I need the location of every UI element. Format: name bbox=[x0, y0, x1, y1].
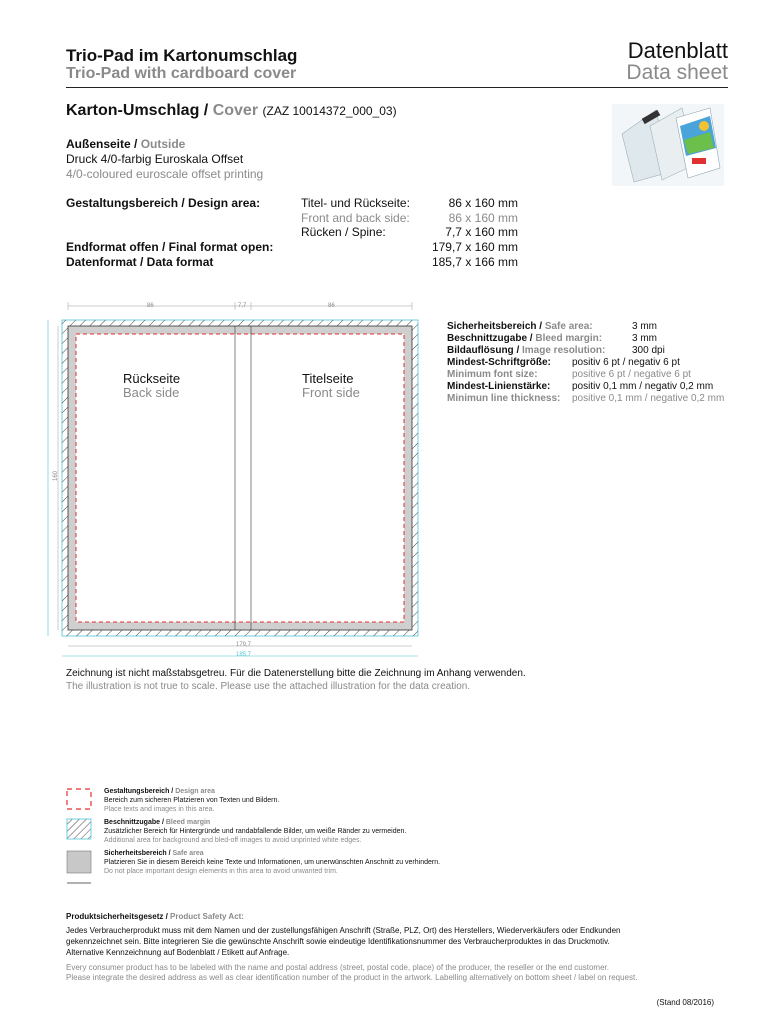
legend-design-area-en: Place texts and images in this area. bbox=[104, 806, 215, 813]
min-font-label: Mindest-Schriftgröße: bbox=[447, 357, 551, 368]
section-code: (ZAZ 10014372_000_03) bbox=[262, 104, 397, 118]
front-side-label-en: Front side bbox=[302, 385, 360, 400]
param-bleed-label-en: Bleed margin: bbox=[535, 333, 603, 344]
safety-en-1: Every consumer product has to be labeled with the name and postal address (street, postal code, place) of the producer, the reseller or the end customer. bbox=[66, 963, 609, 972]
front-side-label-de: Titelseite bbox=[302, 371, 354, 386]
param-safe-label: Sicherheitsbereich / bbox=[447, 321, 545, 332]
title-en: Trio-Pad with cardboard cover bbox=[66, 65, 297, 82]
final-format-value: 179,7 x 160 mm bbox=[431, 240, 518, 254]
stand-date: (Stand 08/2016) bbox=[656, 998, 714, 1007]
legend-bleed-en: Additional area for background and bled-off images to avoid unprinted white edges. bbox=[104, 837, 362, 844]
section-title-en: Cover bbox=[212, 102, 259, 119]
legend-safe-area-de: Platzieren Sie in diesem Bereich keine Texte und Informationen, um unerwünschten Anschnitt zu verhindern. bbox=[104, 859, 441, 866]
legend-bleed-title-de: Beschnittzugabe / bbox=[104, 819, 166, 826]
back-side-label-de: Rückseite bbox=[123, 371, 181, 386]
legend-bleed-de: Zusätzlicher Bereich für Hintergründe und randabfallende Bilder, um weiße Ränder zu vermeiden. bbox=[104, 828, 407, 835]
param-safe-value: 3 mm bbox=[632, 321, 657, 332]
sides-value: 86 x 160 mm bbox=[448, 196, 518, 210]
safety-de-1: Jedes Verbraucherprodukt muss mit dem Namen und der zustellungsfähigen Anschrift (Straße, PLZ, Ort) des Herstellers, Wiederverkäufers oder Endkunden bbox=[66, 926, 621, 935]
legend-bleed-title-en: Bleed margin bbox=[165, 819, 211, 826]
legend-design-area-de: Bereich zum sicheren Platzieren von Texten und Bildern. bbox=[104, 797, 280, 804]
spine-label: Rücken / Spine: bbox=[301, 225, 386, 239]
param-resolution-label: Bildauflösung / bbox=[447, 345, 522, 356]
legend-safe-area-title bbox=[104, 849, 204, 858]
safety-title bbox=[66, 912, 244, 922]
dim-height: 160 bbox=[53, 470, 60, 482]
min-font-value: positiv 6 pt / negativ 6 pt bbox=[572, 357, 680, 368]
param-bleed-value: 3 mm bbox=[632, 333, 657, 344]
min-line-value-en: positive 0,1 mm / negative 0,2 mm bbox=[572, 393, 725, 404]
min-font-label-en: Minimum font size: bbox=[447, 369, 538, 380]
back-side-label-en: Back side bbox=[123, 385, 180, 400]
legend-design-area-swatch bbox=[66, 788, 92, 810]
outside-label bbox=[66, 137, 185, 152]
outside-label-de: Außenseite / bbox=[66, 137, 141, 151]
legend-safe-title-de: Sicherheitsbereich / bbox=[104, 850, 173, 857]
design-area-label: Gestaltungsbereich / Design area: bbox=[66, 196, 261, 210]
dim-bottom-final: 179,7 bbox=[236, 642, 252, 648]
sheet-de: Datenblatt bbox=[627, 38, 728, 63]
safety-title-de: Produktsicherheitsgesetz / bbox=[66, 912, 171, 921]
sides-label-en: Front and back side: bbox=[301, 211, 410, 225]
final-format-label: Endformat offen / Final format open: bbox=[66, 240, 274, 254]
dim-right: 86 bbox=[328, 303, 335, 309]
sheet-en: Data sheet bbox=[626, 61, 728, 84]
min-line-label-en: Minimun line thickness: bbox=[447, 393, 561, 404]
param-resolution-label-en: Image resolution: bbox=[522, 345, 606, 356]
safety-de-3: Alternative Kennzeichnung auf Bodenblatt / Etikett auf Anfrage. bbox=[66, 948, 290, 957]
cover-diagram bbox=[40, 296, 430, 666]
legend-design-area-title bbox=[104, 787, 215, 796]
legend-safe-area-swatch bbox=[66, 850, 92, 886]
section-title-de: Karton-Umschlag / bbox=[66, 102, 213, 119]
min-font-value-en: positive 6 pt / negative 6 pt bbox=[572, 369, 691, 380]
dim-bottom-data: 185,7 bbox=[236, 652, 252, 658]
sides-label-de: Titel- und Rückseite: bbox=[301, 196, 410, 210]
title-de: Trio-Pad im Kartonumschlag bbox=[66, 46, 298, 65]
legend-bleed-swatch bbox=[66, 818, 92, 840]
param-safe-label-en: Safe area: bbox=[544, 321, 593, 332]
safety-title-en: Product Safety Act: bbox=[170, 912, 244, 921]
spine-value: 7,7 x 160 mm bbox=[445, 225, 518, 239]
dim-left: 86 bbox=[147, 303, 154, 309]
legend-safe-area-en: Do not place important design elements in this area to avoid unwanted trim. bbox=[104, 868, 338, 875]
legend-design-title-de: Gestaltungsbereich / bbox=[104, 788, 176, 795]
legend-bleed-title bbox=[104, 818, 210, 827]
outside-print-de: Druck 4/0-farbig Euroskala Offset bbox=[66, 152, 244, 166]
dim-spine: 7,7 bbox=[238, 303, 247, 309]
legend-safe-title-en: Safe area bbox=[172, 850, 204, 857]
product-photo bbox=[612, 104, 724, 186]
data-format-value: 185,7 x 166 mm bbox=[431, 255, 518, 269]
section-title bbox=[66, 101, 397, 121]
outside-label-en: Outside bbox=[140, 137, 186, 151]
outside-print-en: 4/0-coloured euroscale offset printing bbox=[66, 167, 264, 181]
data-format-label: Datenformat / Data format bbox=[66, 255, 214, 269]
header-rule bbox=[66, 87, 728, 88]
min-line-label: Mindest-Linienstärke: bbox=[447, 381, 551, 392]
safety-de-2: gekennzeichnet sein. Bitte integrieren Sie die gewünschte Anschrift sowie eindeutige Identifikationsnummer des Verbraucherproduktes in das Druckmotiv. bbox=[66, 937, 610, 946]
legend-design-title-en: Design area bbox=[175, 788, 215, 795]
param-bleed-label: Beschnittzugabe / bbox=[447, 333, 536, 344]
note-de: Zeichnung ist nicht maßstabsgetreu. Für die Datenerstellung bitte die Zeichnung im Anhang verwenden. bbox=[66, 668, 526, 679]
safety-en-2: Please integrate the desired address as well as clear identification number of the product in the artwork. Labelling alternatively on bottom sheet / label on request. bbox=[66, 973, 638, 982]
sides-value-en: 86 x 160 mm bbox=[448, 211, 518, 225]
min-line-value: positiv 0,1 mm / negativ 0,2 mm bbox=[572, 381, 714, 392]
param-resolution-value: 300 dpi bbox=[632, 345, 665, 356]
note-en: The illustration is not true to scale. Please use the attached illustration for the data creation. bbox=[66, 681, 471, 692]
